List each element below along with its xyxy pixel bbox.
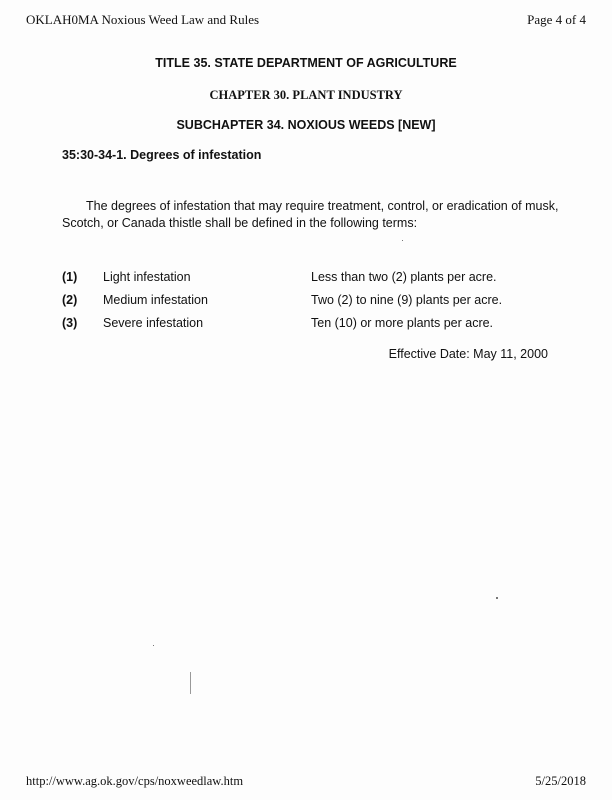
item-label: Medium infestation xyxy=(103,293,208,307)
scan-speck xyxy=(402,240,403,241)
item-description: Less than two (2) plants per acre. xyxy=(311,270,497,284)
item-number: (2) xyxy=(62,293,78,307)
title-heading: TITLE 35. STATE DEPARTMENT OF AGRICULTURE xyxy=(155,56,457,70)
item-number: (3) xyxy=(62,316,78,330)
subchapter-heading: SUBCHAPTER 34. NOXIOUS WEEDS [NEW] xyxy=(176,118,436,132)
list-item xyxy=(0,270,612,288)
scan-speck xyxy=(190,672,191,694)
item-label: Light infestation xyxy=(103,270,191,284)
list-item xyxy=(0,293,612,311)
item-number: (1) xyxy=(62,270,78,284)
footer-url: http://www.ag.ok.gov/cps/noxweedlaw.htm xyxy=(26,774,244,788)
header-document-title: OKLAH0MA Noxious Weed Law and Rules xyxy=(26,12,260,27)
header-page-number: Page 4 of 4 xyxy=(527,12,586,27)
scan-speck xyxy=(496,597,498,599)
item-label: Severe infestation xyxy=(103,316,204,330)
item-description: Two (2) to nine (9) plants per acre. xyxy=(311,293,503,307)
effective-date: Effective Date: May 11, 2000 xyxy=(388,347,548,361)
section-heading: 35:30-34-1. Degrees of infestation xyxy=(62,148,262,162)
scan-speck xyxy=(153,645,154,646)
footer-date: 5/25/2018 xyxy=(535,774,586,788)
list-item xyxy=(0,316,612,334)
chapter-heading: CHAPTER 30. PLANT INDUSTRY xyxy=(209,88,403,102)
item-description: Ten (10) or more plants per acre. xyxy=(311,316,494,330)
body-paragraph: The degrees of infestation that may require treatment, control, or eradication of musk, Scotch, or Canada thistle shall be defined in the following terms: xyxy=(62,199,559,230)
